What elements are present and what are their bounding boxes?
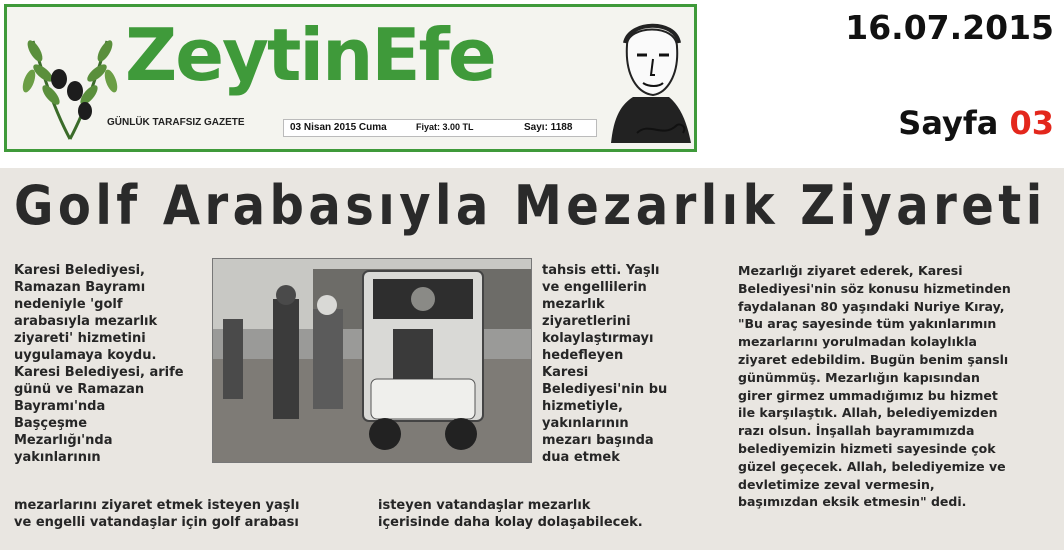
issue-number: Sayı: 1188 <box>524 122 573 133</box>
article-photo <box>212 258 532 463</box>
article-column-1: Karesi Belediyesi, Ramazan Bayramı nedeniyle 'golf arabasıyla mezarlık ziyareti' hizmetini uygulamaya koydu. Karesi Belediyesi, arife günü ve Ramazan Bayramı'nda Başçeşme Mezarlığı'nda yakınlarının <box>14 263 184 465</box>
newspaper-tagline: GÜNLÜK TARAFSIZ GAZETE <box>107 117 245 128</box>
brand-part2: Efe <box>371 13 495 97</box>
golf-cart-photo <box>213 259 531 462</box>
newspaper-brand <box>125 13 495 97</box>
brand-part1: Zeytin <box>125 13 372 97</box>
issue-price: Fiyat: 3.00 TL <box>416 122 474 132</box>
page-indicator <box>898 104 1054 142</box>
page-label: Sayfa <box>898 104 999 142</box>
issue-info-bar <box>283 119 597 137</box>
article-column-2-bottom: isteyen vatandaşlar mezarlık içerisinde daha kolay dolaşabilecek. <box>378 498 643 530</box>
issue-date: 03 Nisan 2015 Cuma <box>290 122 387 133</box>
article-column-2: tahsis etti. Yaşlı ve engellilerin mezarlık ziyaretlerini kolaylaştırmayı hedefleyen Karesi Belediyesi'nin bu hizmetiyle, yakınlarının mezarı başında dua etmek <box>542 263 668 465</box>
clipping-date: 16.07.2015 <box>845 8 1054 47</box>
page-number: 03 <box>1009 104 1054 142</box>
article-column-1-bottom: mezarlarını ziyaret etmek isteyen yaşlı ve engelli vatandaşlar için golf arabası <box>14 498 300 530</box>
article-column-3: Mezarlığı ziyaret ederek, Karesi Belediyesi'nin söz konusu hizmetinden faydalanan 80 yaşındaki Nuriye Kıray, "Bu araç sayesinde tüm yakınlarımın mezarlarını yorulmadan kolaylıkla ziyaret edebildim. Bugün benim şanslı günümmüş. Mezarlığın kapısından girer girmez ummadığımız bu hizmet ile karşılaştık. Allah, belediyemizden razı olsun. İnşallah bayramımızda belediyemizin hizmeti sayesinde çok güzel geçecek. Allah, belediyemize ve devletimize zeval vermesin, başımızdan eksik etmesin" dedi. <box>738 263 1011 510</box>
article-headline: Golf Arabasıyla Mezarlık Ziyareti <box>14 174 1047 237</box>
portrait-sketch-icon <box>607 15 695 147</box>
newspaper-masthead <box>4 4 697 152</box>
